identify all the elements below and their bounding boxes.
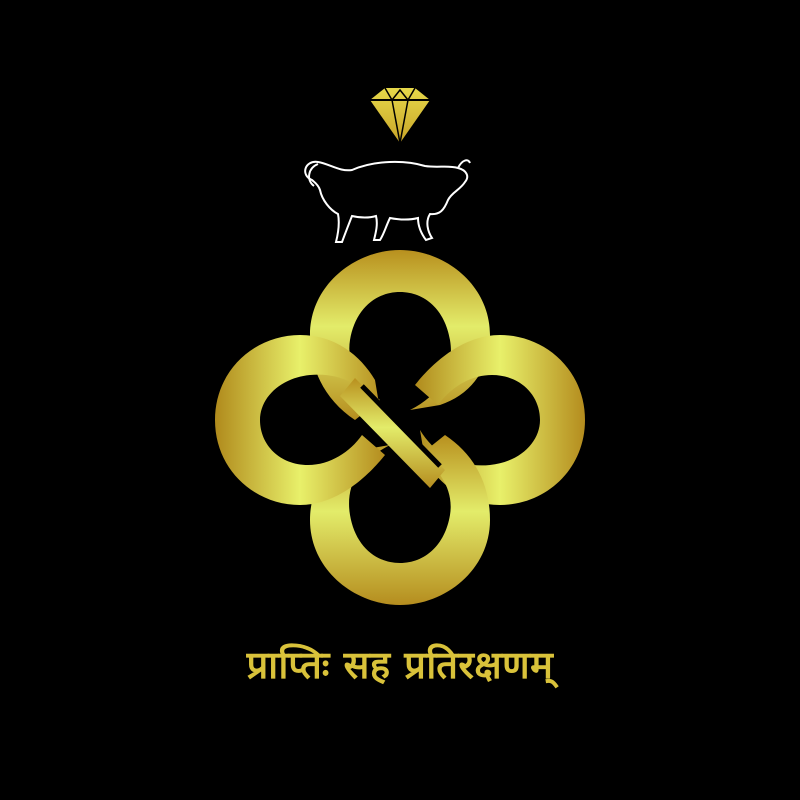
knot-swirl-emblem <box>215 250 585 605</box>
diamond-icon <box>370 88 430 143</box>
bull-icon <box>305 160 470 242</box>
tagline-text: प्राप्तिः सह प्रतिरक्षणम् <box>246 643 554 687</box>
